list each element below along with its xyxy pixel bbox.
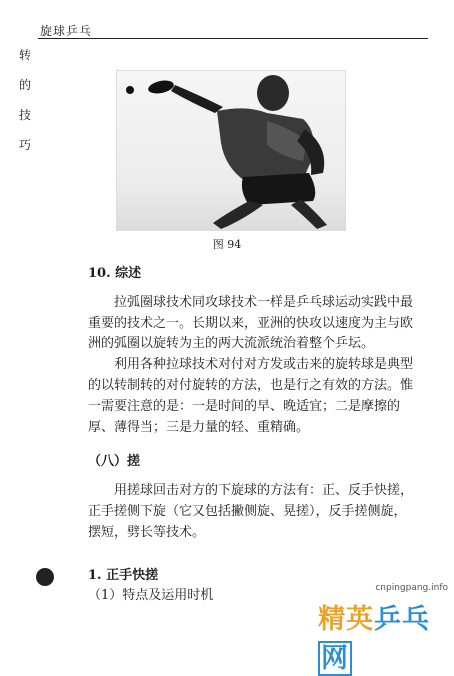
watermark-logo-part3: 网 [318,641,352,676]
page-number-dot [36,568,54,586]
paddle [147,78,175,95]
ball [126,86,134,94]
side-title-char: 转 [18,48,31,62]
player-arm [171,85,223,113]
watermark-logo-part2: 乒乓 [374,604,430,635]
table-tennis-player-illustration [117,71,345,230]
section-heading: 10. 综述 [88,266,142,281]
side-title-char: 技 [18,108,31,122]
side-title-char: 巧 [18,138,31,152]
watermark-logo-part1: 精英 [318,604,374,635]
watermark-logo [318,597,450,675]
body-text [88,264,414,607]
player-shorts [242,173,315,205]
section-heading: （八）搓 [88,454,141,470]
figure-caption: 图 94 [212,238,242,251]
player-leg-right [291,199,327,229]
watermark [312,583,450,674]
paragraph: 用搓球回击对方的下旋球的方法有：正、反手快搓，正手搓侧下旋（它又包括撇侧旋、晃搓），反手搓侧旋，摆短，劈长等技术。 [88,483,414,540]
paragraph: 拉弧圈球技术同攻球技术一样是乒乓球运动实践中最重要的技术之一。长期以来，亚洲的快攻以速度为主与欧洲的弧圈以旋转为主的两大流派统治着整个乒坛。 [88,294,414,352]
side-title [14,40,36,160]
paragraph: 利用各种拉球技术对付对方发或击来的旋转球是典型的以转制转的对付旋转的方法，也是行之有效的方法。惟一需要注意的是：一是时间的早、晚适宜；二是摩擦的厚、薄得当；三是力量的轻、重精确。 [88,357,414,435]
paragraph: （1）特点及运用时机 [88,588,214,604]
player-head [257,75,289,111]
figure-photo [116,70,346,231]
side-title-char: 的 [18,78,31,92]
player-leg-left [213,201,263,229]
section-heading: 1. 正手快搓 [88,567,159,583]
watermark-url: cnpingpang.info [375,583,448,593]
header-rule [38,38,428,39]
running-head: 旋球乒乓 [40,24,93,38]
